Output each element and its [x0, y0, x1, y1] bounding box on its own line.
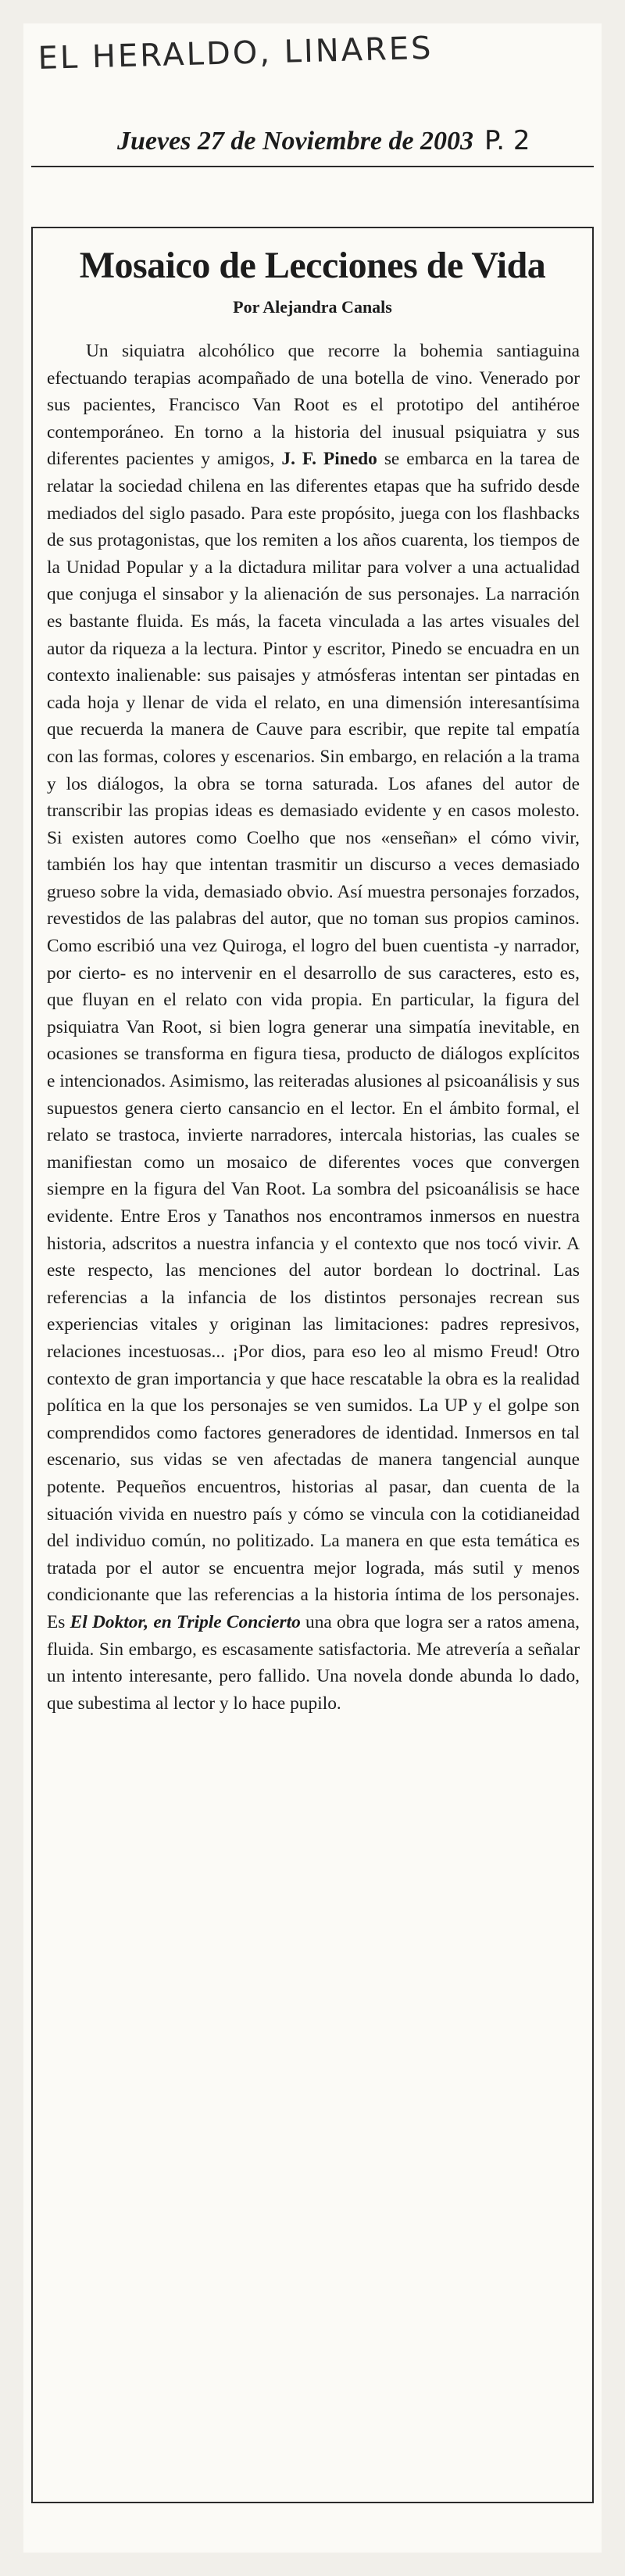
article-byline: Por Alejandra Canals [233, 297, 392, 317]
article-headline: Mosaico de Lecciones de Vida [79, 245, 546, 286]
dateline [117, 125, 586, 156]
article-body [47, 338, 580, 1717]
author-name: J. F. Pinedo [281, 449, 377, 470]
body-part-1: Un siquiatra alcohólico que recorre la bohemia santiaguina efectuando terapias acompañado de una botella de vino. Venerado por sus pacientes, Francisco Van Root es el prototipo del antihéroe contemporáneo. En torno a la historia del inusual psiquiatra y sus diferentes pacientes y amigos, [47, 341, 580, 470]
body-part-3: una obra que logra ser a ratos amena, fluida. Sin embargo, es escasamente satisfactoria. Me atrevería a señalar un intento interesante, pero fallido. Una novela donde abunda lo dado, que subestima al lector y lo hace pupilo. [47, 1611, 580, 1714]
body-part-2: se embarca en la tarea de relatar la sociedad chilena en las diferentes etapas que ha sufrido desde mediados del siglo pasado. Para este propósito, juega con los flashbacks de sus protagonistas, que los remiten a los años cuarenta, los tiempos de la Unidad Popular y a la dictadura militar para volver a una actualidad que conjuga el sinsabor y la alienación de sus personajes. La narración es bastante fluida. Es más, la faceta vinculada a las artes visuales del autor da riqueza a la lectura. Pintor y escritor, Pinedo se encuadra en un contexto inalienable: sus paisajes y atmósferas intentan ser pintadas en cada hoja y llenar de vida el relato, en una dimensión interesantísima que recuerda la manera de Cauve para escribir, que repite tal empatía con las formas, colores y escenarios. Sin embargo, en relación a la trama y los diálogos, la obra se torna saturada. Los afanes del autor de transcribir las propias ideas es demasiado evidente y en casos molesto. Si existen autores como Coelho que nos «enseñan» el cómo vivir, también los hay que intentan trasmitir un discurso a veces demasiado grueso sobre la vida, demasiado obvio. Así muestra personajes forzados, revestidos de las palabras del autor, que no toman sus propios caminos. Como escribió una vez Quiroga, el logro del buen cuentista -y narrador, por cierto- es no intervenir en el desarrollo de sus caracteres, esto es, que fluyan en el relato con vida propia. En particular, la figura del psiquiatra Van Root, si bien logra generar una simpatía inevitable, en ocasiones se transforma en figura tiesa, producto de diálogos explícitos e intencionados. Asimismo, las reiteradas alusiones al psicoanálisis y sus supuestos genera cierto cansancio en el lector. En el ámbito formal, el relato se trastoca, invierte narradores, intercala historias, las cuales se manifiestan como un mosaico de diferentes voces que convergen siempre en la figura del Van Root. La sombra del psicoanálisis se hace evidente. Entre Eros y Tanathos nos encontramos inmersos en nuestra historia, adscritos a nuestra infancia y el contexto que nos tocó vivir. A este respecto, las menciones del autor bordean lo doctrinal. Las referencias a la infancia de los distintos personajes recrean sus experiencias vitales y originan las limitaciones: padres represivos, relaciones incestuosas... ¡Por dios, para eso leo al mismo Freud! Otro contexto de gran importancia y que hace rescatable la obra es la realidad política en la que los personajes se ven sumidos. La UP y el golpe son comprendidos como factores generadores de identidad. Inmersos en tal escenario, sus vidas se ven afectadas de manera tangencial aunque potente. Pequeños encuentros, historias al pasar, dan cuenta de la situación vivida en nuestro país y cómo se vincula con la cotidianeidad del individuo común, no politizado. La manera en que esta temática es tratada por el autor se encuentra mejor lograda, más sutil y menos condicionante que las referencias a la historia íntima de los personajes. Es [47, 449, 580, 1632]
book-title: El Doktor, en Triple Concierto [70, 1611, 301, 1632]
header-rule [31, 166, 594, 167]
article-box [31, 227, 594, 2503]
handwritten-page-note: P. 2 [484, 125, 530, 156]
dateline-date: Jueves 27 de Noviembre de 2003 [117, 127, 474, 156]
handwritten-source-note: EL HERALDO, LINARES [38, 30, 434, 77]
